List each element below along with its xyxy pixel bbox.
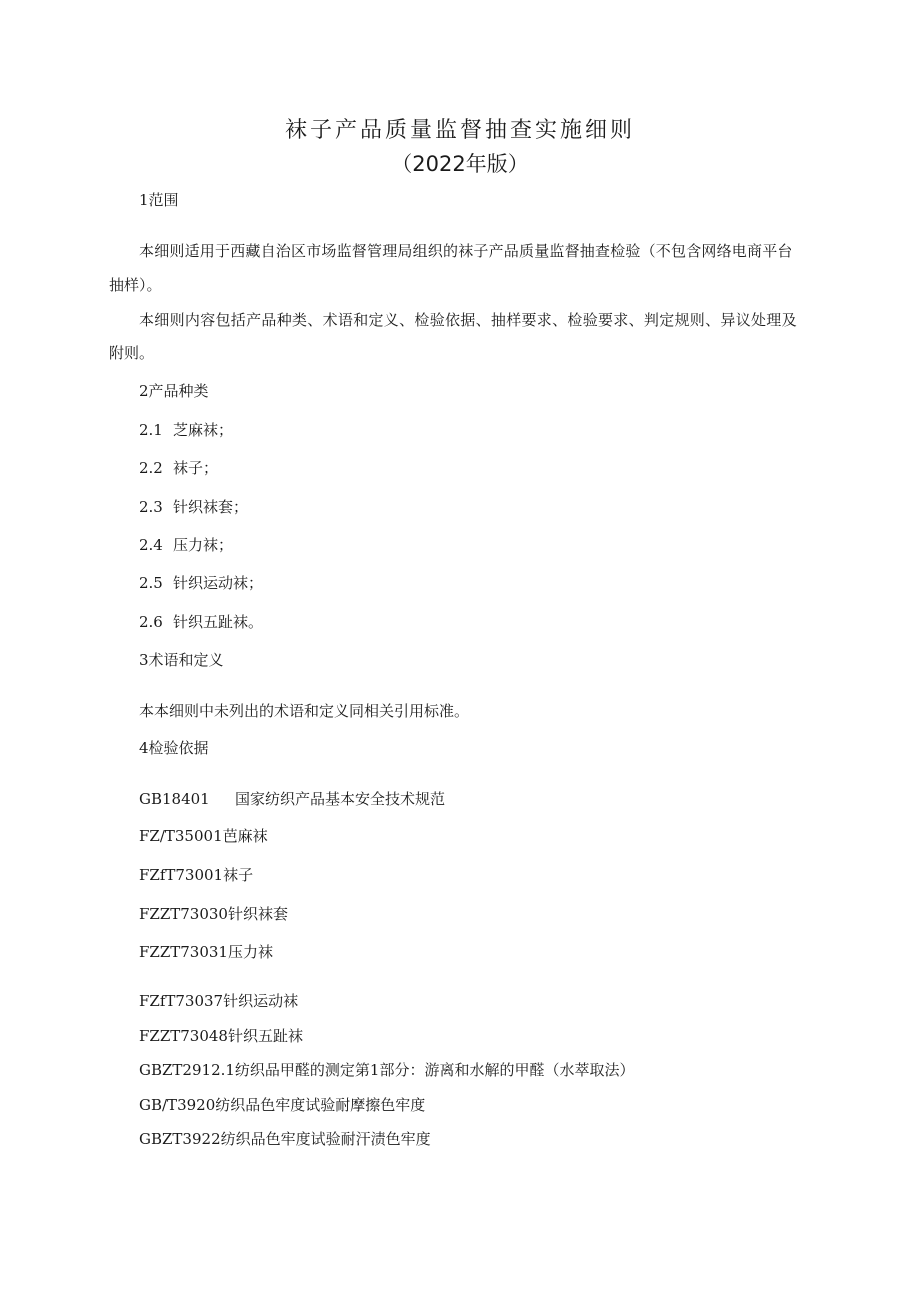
standard-name: 针织五趾袜 bbox=[227, 1027, 303, 1045]
standard-code: FZfT73037 bbox=[139, 992, 224, 1010]
list-item-number: 2.1 bbox=[139, 421, 163, 439]
section-1-paragraph-1-line-1: 本细则适用于西藏自治区市场监督管理局组织的袜子产品质量监督抽查检验（不包含网络电商平台 bbox=[139, 242, 793, 260]
standard-row bbox=[139, 1026, 303, 1046]
standard-row bbox=[139, 865, 253, 885]
standard-code: FZZT73031 bbox=[139, 943, 228, 961]
list-item-text: 针织五趾袜。 bbox=[173, 613, 264, 631]
list-item-number: 2.5 bbox=[139, 574, 163, 592]
section-1-heading: 1范围 bbox=[139, 191, 179, 209]
standard-name: 纺织品色牢度试验耐摩擦色牢度 bbox=[215, 1096, 426, 1114]
section-4-heading: 4检验依据 bbox=[139, 739, 209, 757]
standard-row bbox=[139, 904, 288, 924]
list-item-number: 2.4 bbox=[139, 536, 163, 554]
section-1-paragraph-2-line-2: 附则。 bbox=[109, 344, 155, 362]
section-3-paragraph: 本本细则中未列出的术语和定义同相关引用标准。 bbox=[139, 702, 470, 720]
standard-code: GBZT2912.1 bbox=[139, 1061, 235, 1079]
standard-code: GBZT3922 bbox=[139, 1130, 221, 1148]
standard-code: FZfT73001 bbox=[139, 866, 224, 884]
doc-subtitle: （2022年版） bbox=[391, 152, 529, 176]
standard-code: GB18401 bbox=[139, 790, 210, 808]
standard-name: 袜子 bbox=[223, 866, 254, 884]
standard-name: 国家纺织产品基本安全技术规范 bbox=[235, 790, 446, 808]
list-item-number: 2.6 bbox=[139, 613, 163, 631]
section-1-paragraph-1-line-2: 抽样）。 bbox=[109, 276, 162, 294]
standard-code: GB/T3920 bbox=[139, 1096, 216, 1114]
standard-name: 纺织品甲醛的测定第1部分：游离和水解的甲醛（水萃取法） bbox=[234, 1061, 635, 1079]
standard-row bbox=[139, 789, 445, 809]
list-item-number: 2.2 bbox=[139, 459, 163, 477]
section-2-heading: 2产品种类 bbox=[139, 382, 209, 400]
doc-title: 袜子产品质量监督抽查实施细则 bbox=[284, 118, 635, 143]
standard-name: 压力袜 bbox=[227, 943, 273, 961]
standard-code: FZ/T35001 bbox=[139, 827, 223, 845]
standard-name: 针织袜套 bbox=[227, 905, 288, 923]
standard-name: 芭麻袜 bbox=[222, 827, 268, 845]
list-item-text: 针织袜套； bbox=[173, 498, 249, 516]
standard-code: FZZT73048 bbox=[139, 1027, 228, 1045]
standard-name: 针织运动袜 bbox=[223, 992, 299, 1010]
list-item-text: 压力袜； bbox=[173, 536, 234, 554]
standard-row bbox=[139, 942, 273, 962]
section-1-paragraph-2-line-1: 本细则内容包括产品种类、术语和定义、检验依据、抽样要求、检验要求、判定规则、异议处理及 bbox=[139, 311, 797, 329]
standard-row bbox=[139, 991, 298, 1011]
list-item-text: 袜子； bbox=[173, 459, 219, 477]
list-item-number: 2.3 bbox=[139, 498, 163, 516]
list-item-text: 针织运动袜； bbox=[173, 574, 264, 592]
section-3-heading: 3术语和定义 bbox=[139, 651, 224, 669]
standard-name: 纺织品色牢度试验耐汗渍色牢度 bbox=[220, 1130, 431, 1148]
standard-row bbox=[139, 826, 268, 846]
standard-row bbox=[139, 1129, 431, 1149]
standard-row bbox=[139, 1060, 634, 1080]
standard-code: FZZT73030 bbox=[139, 905, 228, 923]
list-item-text: 芝麻袜； bbox=[173, 421, 234, 439]
standard-row bbox=[139, 1095, 425, 1115]
